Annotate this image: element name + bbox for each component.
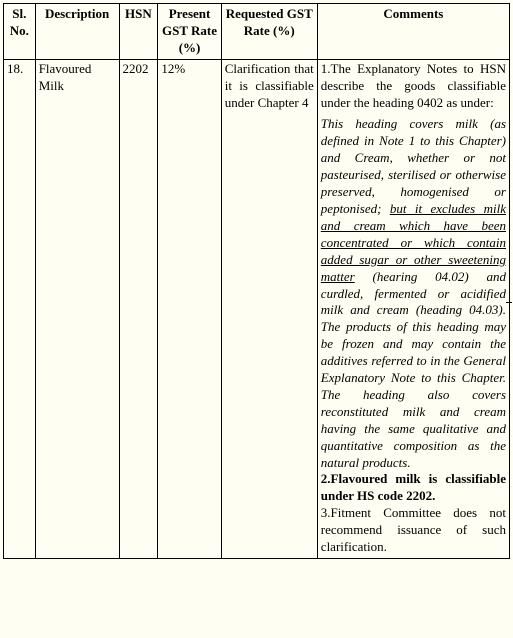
- explanatory-note-quote: [321, 116, 506, 471]
- comment-paragraph-1: 1.The Explanatory Notes to HSN describe the goods classifiable under the heading 0402 as under:: [320, 60, 506, 110]
- header-hsn: HSN: [119, 4, 158, 60]
- cell-description: Flavoured Milk: [35, 59, 119, 558]
- cell-requested-rate: Clarification that it is classifiable under Chapter 4: [221, 59, 317, 558]
- header-sl-no: Sl. No.: [4, 4, 36, 60]
- note-underlined-text: but it excludes milk and cream which have been concentrated or which contain added sugar or other sweetening matter: [320, 200, 506, 284]
- underline-overflow-mark: [506, 302, 512, 303]
- cell-hsn: 2202: [119, 59, 158, 558]
- cell-sl-no: 18.: [4, 59, 36, 558]
- note-rest-text: (hearing 04.02) and curdled, fermented or acidified milk and cream (heading 04.03). The products of this heading may be frozen and may contain the additives referred to in the General Explanatory Note to this Chapter. The heading also covers reconstituted milk and cream having the same qualitative and quantitative composition as the natural products.: [320, 268, 506, 470]
- table-header-row: [4, 4, 510, 60]
- header-description: Description: [35, 4, 119, 60]
- comment-paragraph-3: 3.Fitment Committee does not recommend issuance of such clarification.: [320, 505, 506, 555]
- header-comments: Comments: [317, 4, 509, 60]
- gst-rate-table: [3, 3, 510, 559]
- header-requested-rate: Requested GST Rate (%): [221, 4, 317, 60]
- comment-paragraph-2: 2.Flavoured milk is classifiable under HS code 2202.: [320, 471, 506, 504]
- cell-present-rate: 12%: [158, 59, 221, 558]
- table-row: [4, 59, 510, 558]
- note-intro-text: This heading covers milk (as defined in Note 1 to this Chapter) and Cream, whether or not pasteurised, sterilised or otherwise preserved, homogenised or peptonised;: [320, 116, 506, 216]
- cell-comments: [317, 59, 509, 558]
- header-present-rate: Present GST Rate (%): [158, 4, 221, 60]
